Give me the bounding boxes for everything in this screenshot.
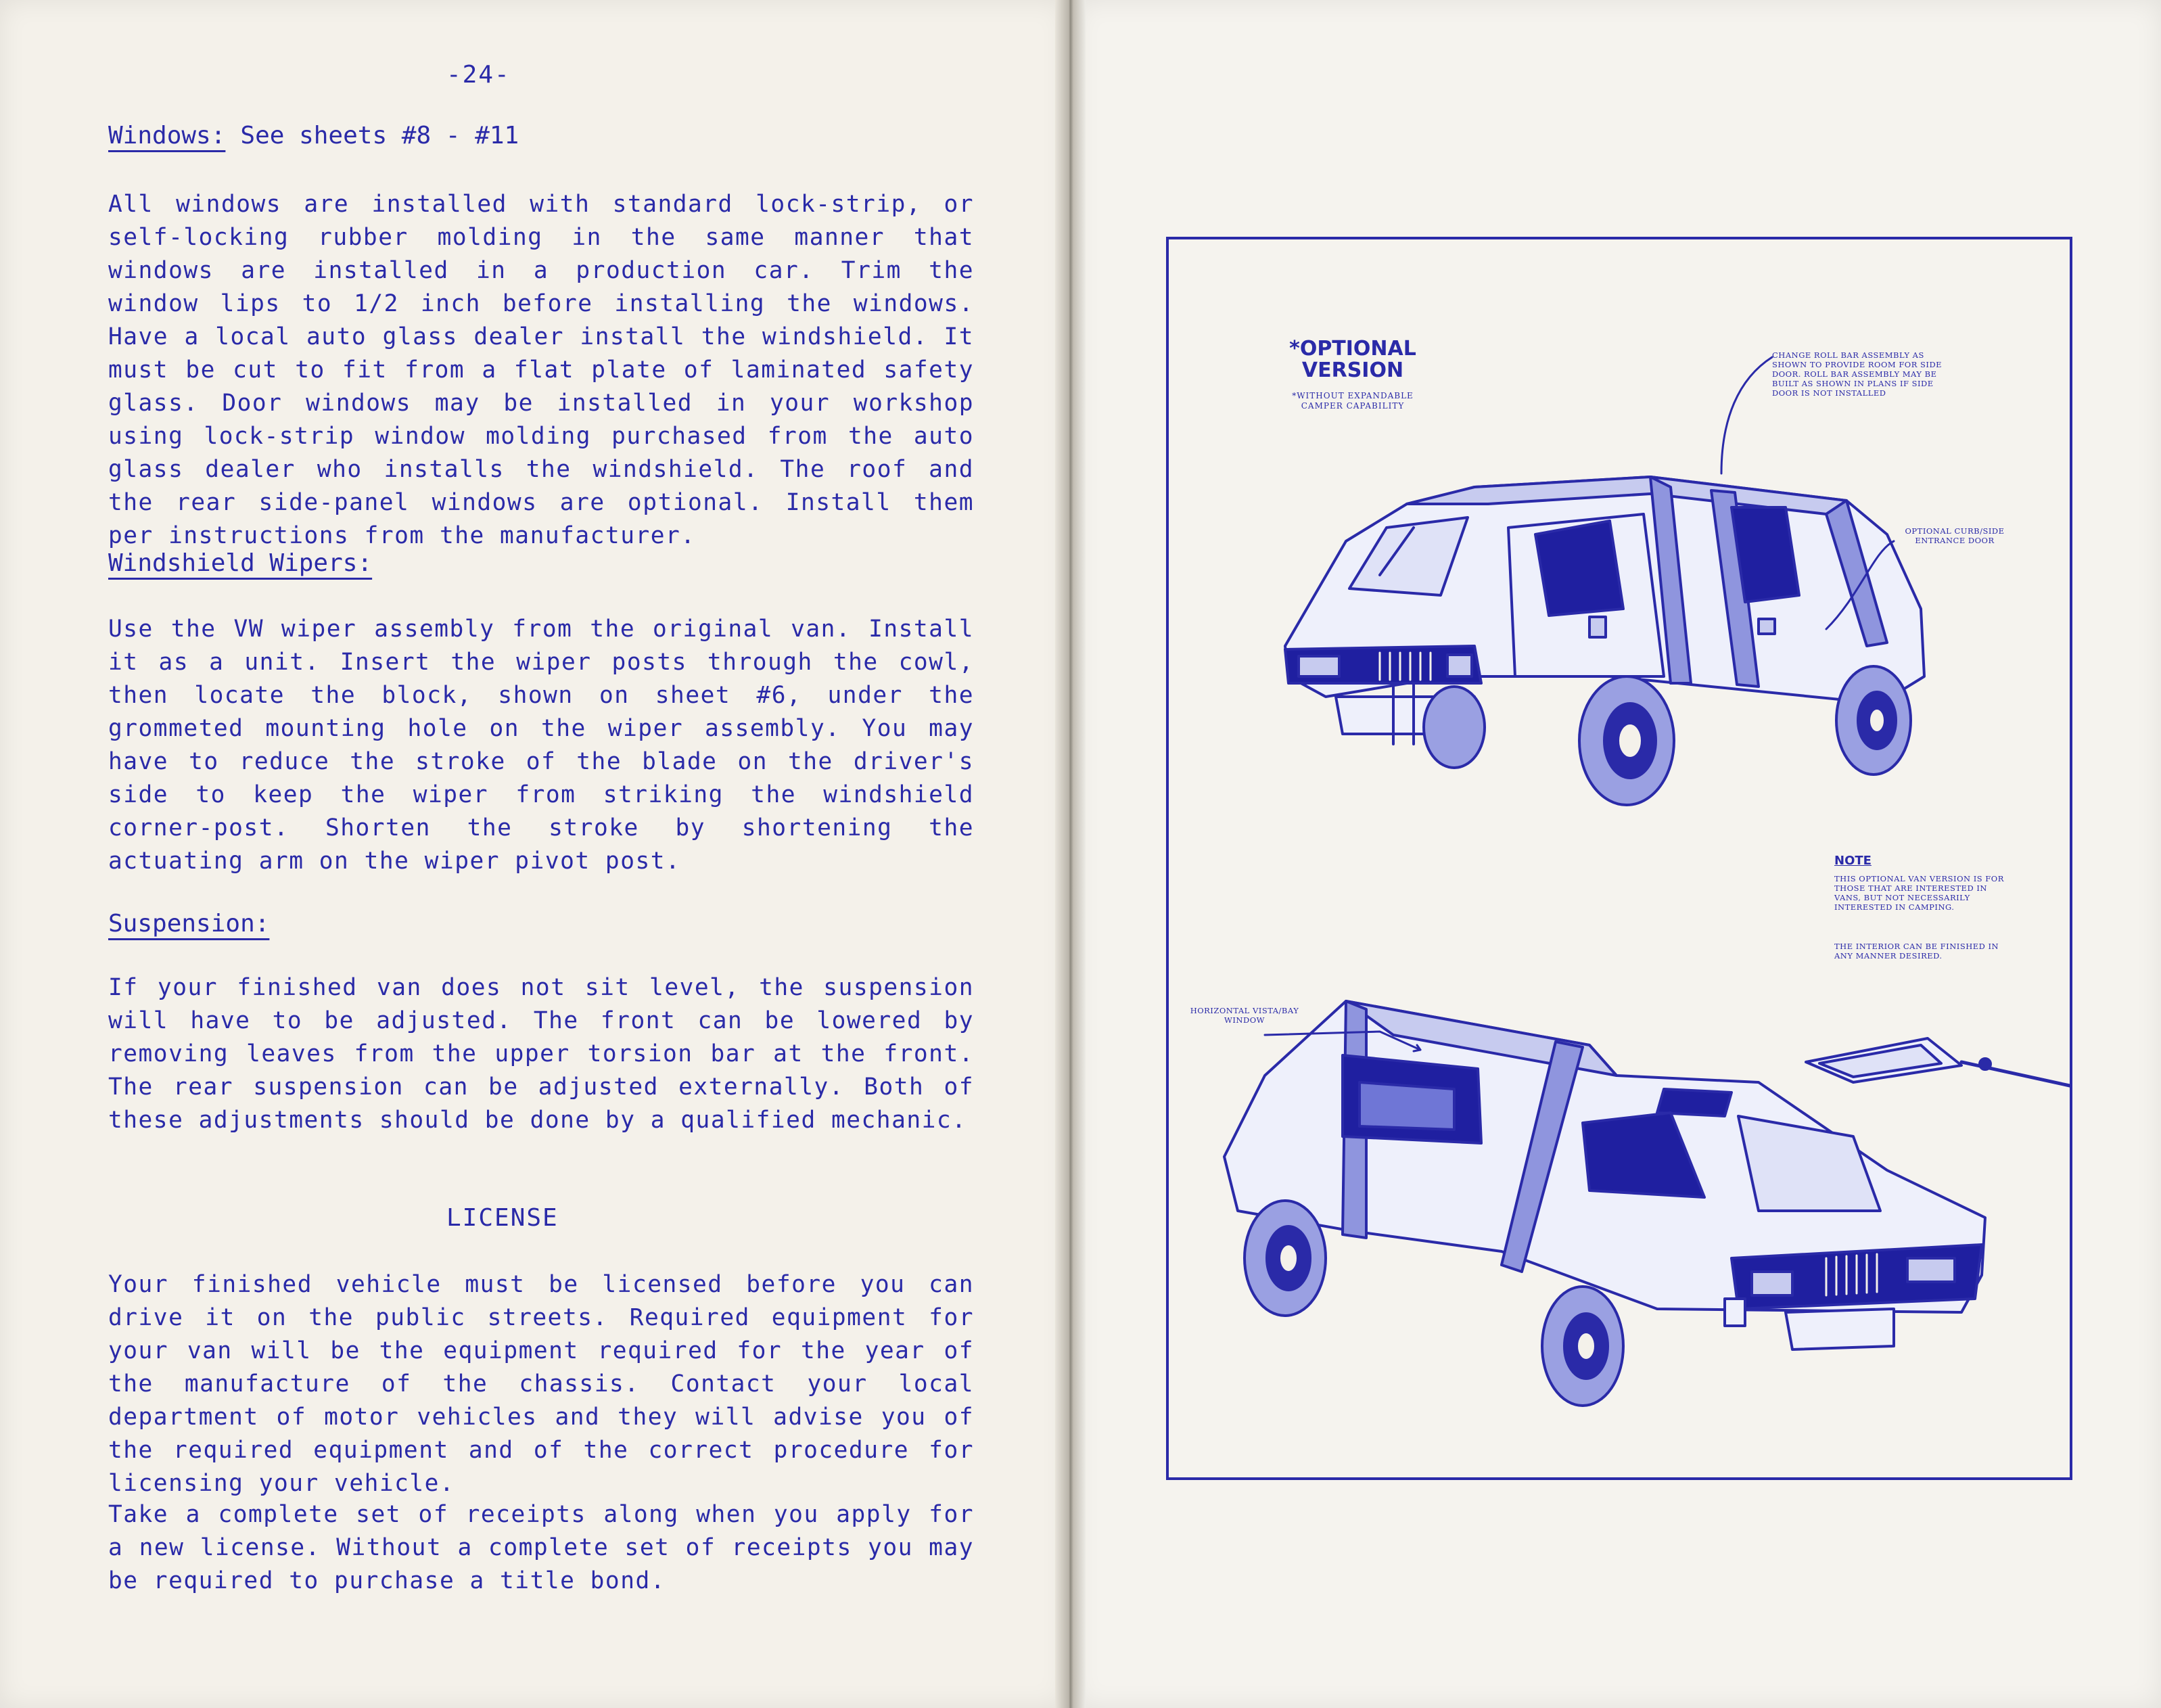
windows-heading-suffix: See sheets #8 - #11 [240, 122, 519, 149]
suspension-paragraph: If your finished van does not sit level, the suspension will have to be adjusted. The front can be lowered by removing leaves from the upper torsion bar at the front. The rear suspension can be adjusted externally. Both of these adjustments should be done by a qualified mechanic. [108, 974, 974, 1134]
windows-paragraph: All windows are installed with standard lock-strip, or self-locking rubber molding in the same manner that windows are installed in a production car. Trim the window lips to 1/2 inch before installing the windows. Have a local auto glass dealer install the windshield. It must be cut to fit from a flat plate of laminated safety glass. Door windows may be installed in your workshop using lock-strip window molding purchased from the auto glass dealer who installs the windshield. The roof and the rear side-panel windows are optional. Install them per instructions from the manufacturer. [108, 191, 974, 549]
suspension-heading: Suspension: [108, 910, 270, 938]
callout-roll-bar: CHANGE ROLL BAR ASSEMBLY AS SHOWN TO PROVIDE ROOM FOR SIDE DOOR. ROLL BAR ASSEMBLY MAY BE BUILT AS SHOWN IN PLANS IF SIDE DOOR IS NOT INSTALLED [1772, 350, 1943, 398]
top-van-illustration [1285, 357, 1924, 805]
optional-title-line1: *OPTIONAL [1289, 337, 1416, 361]
note-title: NOTE [1834, 854, 1872, 868]
note-text-2: THE INTERIOR CAN BE FINISHED IN ANY MANNER DESIRED. [1834, 942, 1999, 961]
license-paragraph-2: Take a complete set of receipts along when you apply for a new license. Without a complete set of receipts you may be required to purchase a title bond. [108, 1501, 974, 1594]
optional-version-subtitle: *WITHOUT EXPANDABLE CAMPER CAPABILITY [1292, 391, 1414, 411]
wipers-heading: Windshield Wipers: [108, 549, 373, 577]
license-paragraph-1: Your finished vehicle must be licensed before you can drive it on the public streets. Required equipment for your van will be the equipment required for the year of the manufacture of the chassis. Contact your local department of motor vehicles and they will advise you of the required equipment and of the correct procedure for licensing your vehicle. [108, 1271, 974, 1497]
note-text-1: THIS OPTIONAL VAN VERSION IS FOR THOSE THAT ARE INTERESTED IN VANS, BUT NOT NECESSARILY INTERESTED IN CAMPING. [1834, 874, 2004, 912]
wipers-paragraph: Use the VW wiper assembly from the original van. Install it as a unit. Insert the wiper posts through the cowl, then locate the block, shown on sheet #6, under the grommeted mounting hole on the wiper assembly. You may have to reduce the stroke of the blade on the driver's side to keep the wiper from striking the windshield corner-post. Shorten the stroke by shortening the actuating arm on the wiper pivot post. [108, 616, 974, 875]
callout-side-door: OPTIONAL CURB/SIDE ENTRANCE DOOR [1905, 526, 2005, 545]
optional-title-line2: VERSION [1301, 359, 1404, 382]
windows-heading-label: Windows: [108, 122, 226, 149]
bottom-van-illustration [1224, 1001, 2070, 1406]
license-heading: LICENSE [446, 1204, 559, 1232]
page-number: -24- [446, 61, 511, 89]
callout-vista-window: HORIZONTAL VISTA/BAY WINDOW [1190, 1006, 1299, 1025]
